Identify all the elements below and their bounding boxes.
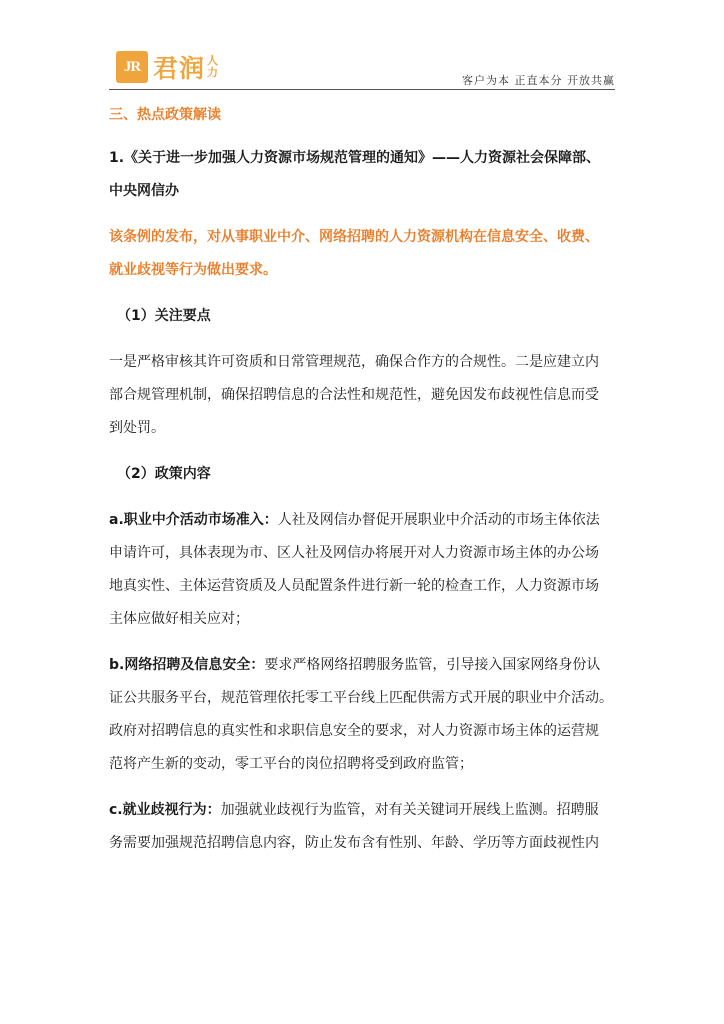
item-a-line (109, 504, 615, 537)
focus-title: （1）关注要点 (117, 308, 211, 324)
item-c-head: c.就业歧视行为： (109, 802, 221, 818)
logo-sub (207, 55, 218, 79)
item-c-line: 务需要加强规范招聘信息内容，防止发布含有性别、年龄、学历等方面歧视性内 (109, 835, 599, 851)
policy-summary-line: 就业歧视等行为做出要求。 (109, 262, 277, 278)
page-header (109, 44, 615, 90)
logo-name: 君润 (153, 54, 206, 83)
item-a-line: 地真实性、主体运营资质及人员配置条件进行新一轮的检查工作，人力资源市场 (109, 578, 599, 594)
header-divider (109, 89, 615, 90)
focus-line: 到处罚。 (109, 420, 165, 436)
focus-line: 部合规管理机制，确保招聘信息的合法性和规范性，避免因发布歧视性信息而受 (109, 387, 599, 403)
policy-heading-line: 中央网信办 (109, 183, 179, 199)
item-a-text: 人社及网信办督促开展职业中介活动的市场主体依法 (277, 512, 600, 528)
item-c-line (109, 794, 615, 827)
item-b-text: 要求严格网络招聘服务监管，引导接入国家网络身份认 (264, 657, 601, 673)
item-a-line: 申请许可，具体表现为市、区人社及网信办将展开对人力资源市场主体的办公场 (109, 545, 599, 561)
item-b-line: 范将产生新的变动，零工平台的岗位招聘将受到政府监管； (109, 756, 473, 772)
item-a-line: 主体应做好相关应对； (109, 611, 249, 627)
item-b-line: 政府对招聘信息的真实性和求职信息安全的要求，对人力资源市场主体的运营规 (109, 723, 599, 739)
content-title: （2）政策内容 (117, 466, 211, 482)
company-slogan: 客户为本 正直本分 开放共赢 (462, 74, 615, 87)
focus-line: 一是严格审核其许可资质和日常管理规范，确保合作方的合规性。二是应建立内 (109, 354, 599, 370)
policy-summary-line: 该条例的发布，对从事职业中介、网络招聘的人力资源机构在信息安全、收费、 (109, 229, 599, 245)
document-body (109, 100, 615, 860)
item-b-head: b.网络招聘及信息安全： (109, 657, 265, 673)
company-logo (116, 51, 218, 83)
item-b-line (109, 649, 615, 682)
logo-mark: JR (116, 51, 148, 83)
logo-sub-char: 人 (207, 54, 219, 67)
section-title: 三、热点政策解读 (109, 107, 221, 123)
policy-heading-line: 1.《关于进一步加强人力资源市场规范管理的通知》——人力资源社会保障部、 (109, 150, 601, 166)
item-c-text: 加强就业歧视行为监管，对有关关键词开展线上监测。招聘服 (220, 802, 599, 818)
item-b-line: 证公共服务平台，规范管理依托零工平台线上匹配供需方式开展的职业中介活动。 (109, 690, 613, 706)
item-a-head: a.职业中介活动市场准入： (109, 512, 278, 528)
logo-sub-char: 力 (207, 66, 219, 79)
